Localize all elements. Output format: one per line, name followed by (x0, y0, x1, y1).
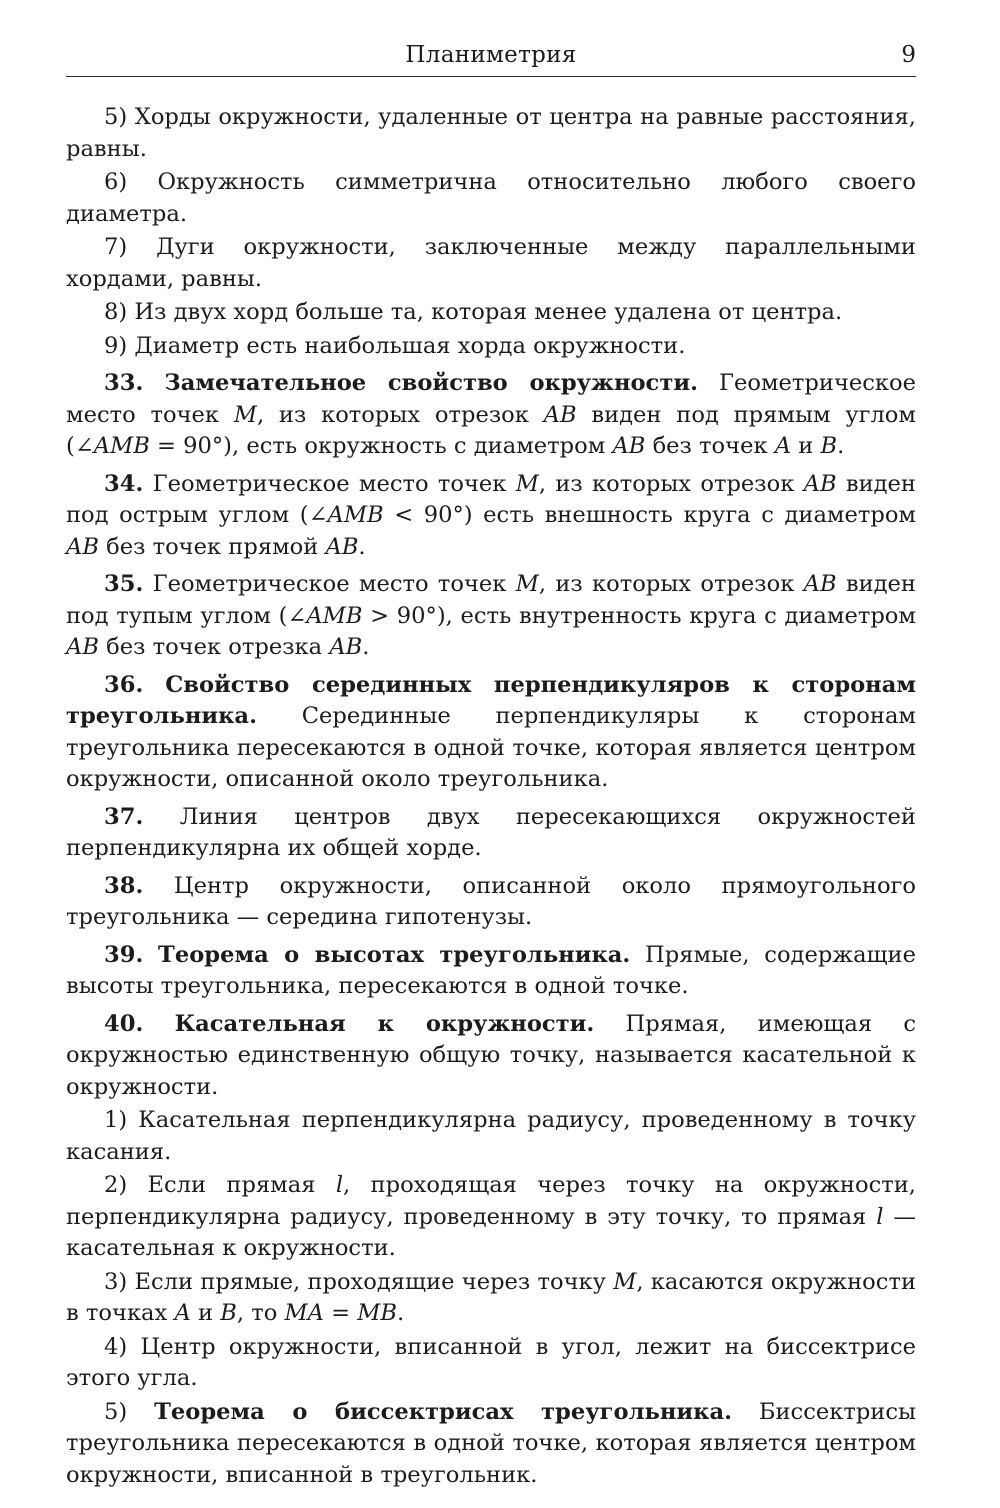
math-angle: ∠AMB (74, 433, 150, 459)
tangent-property-2: 2) Если прямая l, проходящая через точку на окружности, перпендикулярна радиусу, проведенному в эту точку, то прямая l — касательная к окружности. (66, 1172, 916, 1261)
section-number: 40. (104, 1010, 144, 1037)
math-equation: MA = MB (284, 1300, 397, 1326)
section-35: 35. Геометрическое место точек M, из которых отрезок AB виден под тупым углом (∠AMB > 90°), есть внутренность круга с диаметром AB без точек отрезка AB. (66, 571, 916, 660)
section-38: 38. Центр окружности, описанной около прямоугольного треугольника — середина гипотенузы. (66, 872, 916, 930)
page-number: 9 (901, 42, 916, 68)
math-var: M (233, 401, 257, 428)
page-body (66, 102, 916, 1491)
math-var: AB (66, 634, 99, 660)
math-var: B (820, 433, 838, 459)
math-var: l (335, 1172, 344, 1198)
circle-property-6: 6) Окружность симметрична относительно любого своего диаметра. (66, 169, 916, 227)
tangent-property-5: 5) Теорема о биссектрисах треугольника. Биссектрисы треугольника пересекаются в одной точке, которая является центром окружности, вписанной в треугольник. (66, 1398, 916, 1488)
section-title: Теорема о высотах треугольника. (158, 941, 631, 968)
math-var: M (515, 470, 539, 497)
circle-property-8: 8) Из двух хорд больше та, которая менее удалена от центра. (104, 299, 843, 325)
section-number: 39. (104, 941, 144, 968)
math-var: AB (612, 433, 646, 459)
section-34: 34. Геометрическое место точек M, из которых отрезок AB виден под острым углом (∠AMB < 90°) есть внешность круга с диаметром AB без точек прямой AB. (66, 470, 916, 560)
section-number: 38. (104, 872, 144, 899)
circle-property-9: 9) Диаметр есть наибольшая хорда окружности. (104, 332, 686, 359)
math-angle: ∠AMB (287, 602, 363, 629)
section-33: 33. Замечательное свойство окружности. Геометрическое место точек M, из которых отрезок AB виден под прямым углом (∠AMB = 90°), есть окружность с диаметром AB без точек A и B. (66, 370, 916, 459)
math-var: AB (325, 533, 359, 560)
math-var: M (515, 571, 539, 597)
section-title: Теорема о биссектрисах треугольника. (154, 1398, 732, 1425)
section-number: 37. (104, 803, 144, 830)
running-title: Планиметрия (405, 42, 577, 68)
tangent-property-4: 4) Центр окружности, вписанной в угол, лежит на биссектрисе этого угла. (66, 1333, 916, 1391)
section-number: 35. (104, 571, 144, 597)
math-var: AB (803, 571, 837, 597)
tangent-property-1: 1) Касательная перпендикулярна радиусу, проведенному в точку касания. (66, 1107, 916, 1165)
section-title: Замечательное свойство окружности. (164, 370, 698, 396)
math-var: AB (803, 470, 837, 497)
circle-property-5: 5) Хорды окружности, удаленные от центра на равные расстояния, равны. (66, 104, 916, 162)
section-title: Свойство серединных перпендикуляров к сторонам треугольника. (66, 671, 916, 729)
math-var: l (876, 1203, 884, 1230)
section-number: 34. (104, 470, 144, 497)
math-var: AB (66, 533, 99, 560)
math-var: M (613, 1268, 637, 1295)
circle-property-7: 7) Дуги окружности, заключенные между параллельными хордами, равны. (66, 234, 916, 292)
section-title: Касательная к окружности. (174, 1010, 595, 1037)
math-var: AB (329, 634, 363, 660)
section-number: 36. (104, 671, 144, 698)
book-page (66, 0, 916, 1508)
section-40: 40. Касательная к окружности. Прямая, имеющая с окружностью единственную общую точку, называется касательной к окружности. (66, 1010, 916, 1100)
tangent-property-3: 3) Если прямые, проходящие через точку M, касаются окружности в точках A и B, то MA = MB. (66, 1268, 916, 1326)
section-39: 39. Теорема о высотах треугольника. Прямые, содержащие высоты треугольника, пересекаются в одной точке. (66, 941, 916, 999)
math-var: AB (543, 401, 577, 428)
section-37: 37. Линия центров двух пересекающихся окружностей перпендикулярна их общей хорде. (66, 803, 916, 861)
math-angle: ∠AMB (308, 502, 384, 528)
math-var: A (174, 1300, 191, 1326)
math-var: B (220, 1300, 237, 1326)
math-var: A (774, 433, 792, 459)
section-number: 33. (104, 370, 144, 396)
running-header (66, 40, 916, 77)
section-36: 36. Свойство серединных перпендикуляров к сторонам треугольника. Серединные перпендикуляры к сторонам треугольника пересекаются в одной точке, которая является центром окружности, описанной около треугольника. (66, 671, 916, 792)
